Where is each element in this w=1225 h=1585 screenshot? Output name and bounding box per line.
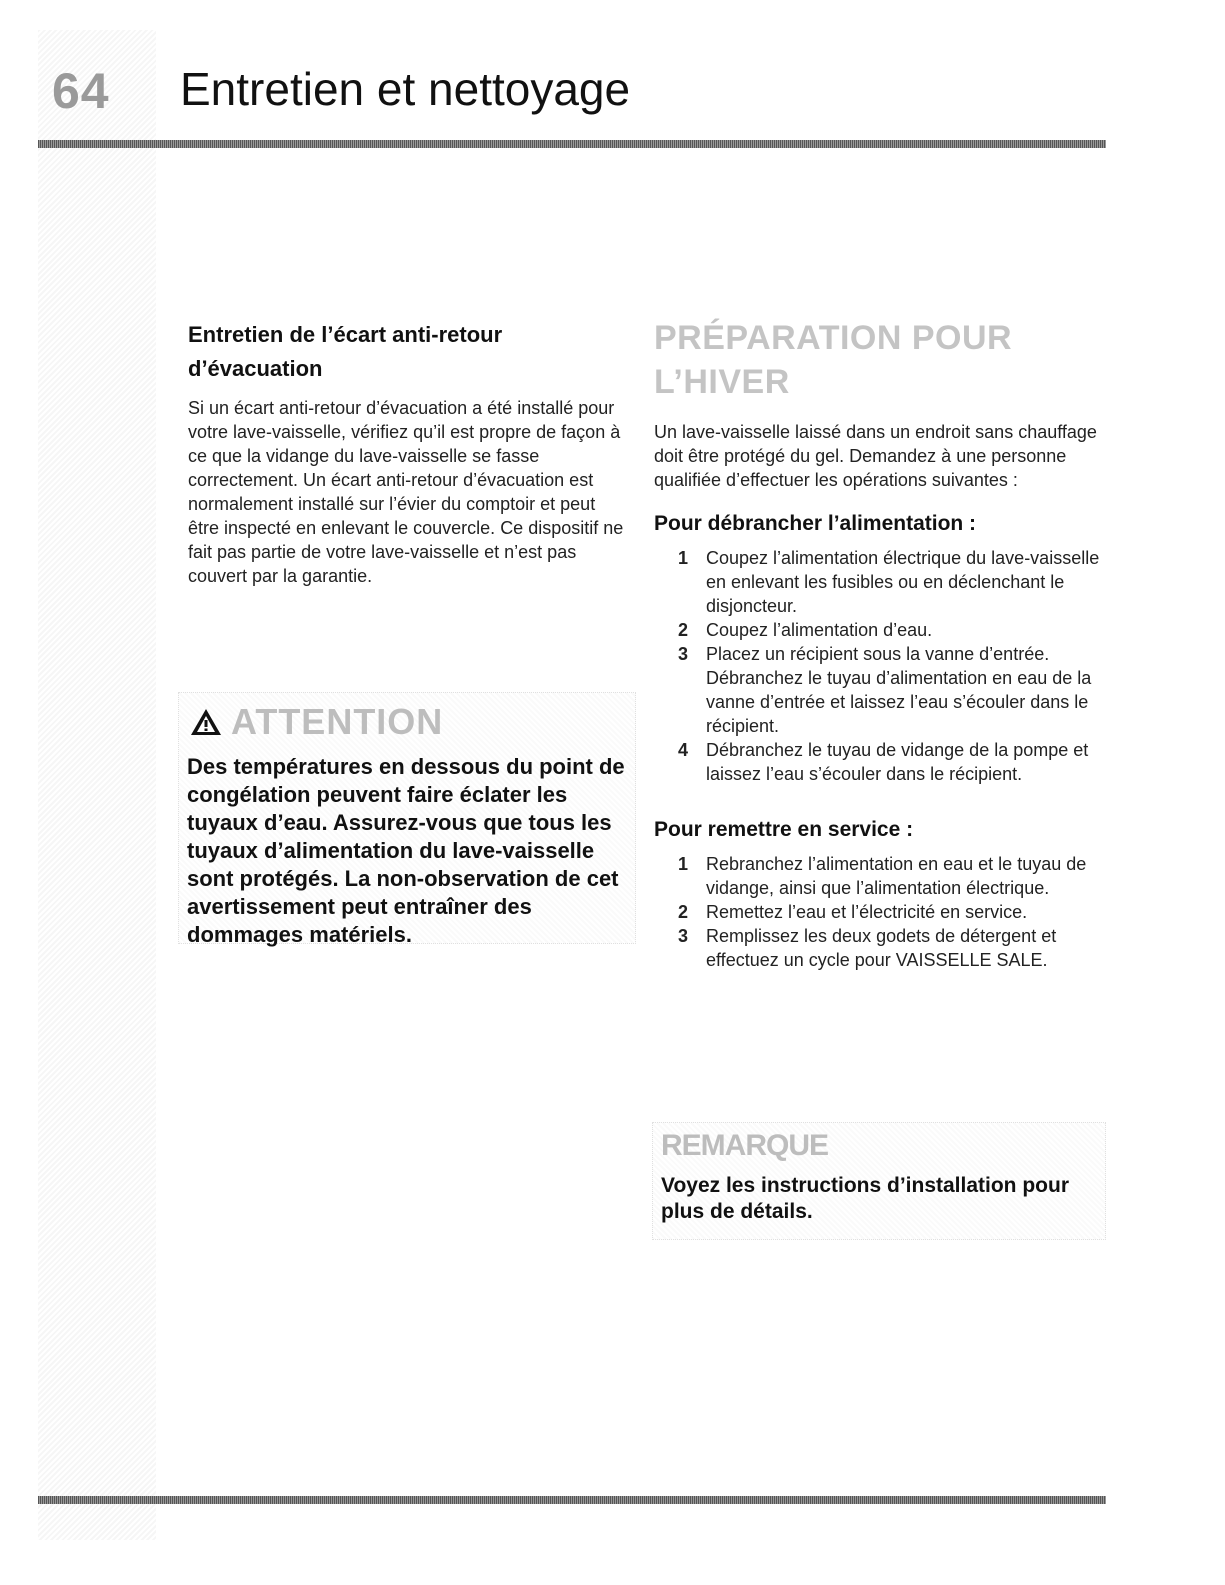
list-item bbox=[678, 546, 1104, 618]
page-title: Entretien et nettoyage bbox=[180, 63, 631, 115]
step-text: Placez un récipient sous la vanne d’entrée. Débranchez le tuyau d’alimentation en eau de la vanne d’entrée et laissez l’eau s’écouler dans le récipient. bbox=[706, 644, 1092, 736]
page-number: 64 bbox=[52, 63, 110, 119]
list-item bbox=[678, 900, 1104, 924]
list-item bbox=[678, 738, 1104, 786]
note-text: Voyez les instructions d’installation pour plus de détails. bbox=[661, 1174, 1070, 1223]
note-box bbox=[652, 1122, 1106, 1240]
list-item bbox=[678, 852, 1104, 900]
step-number: 2 bbox=[678, 620, 689, 640]
step-text: Remettez l’eau et l’électricité en service. bbox=[706, 902, 1028, 922]
step-number: 2 bbox=[678, 902, 689, 922]
warning-triangle-icon bbox=[189, 707, 223, 737]
note-title: REMARQUE bbox=[661, 1129, 829, 1162]
step-number: 3 bbox=[678, 644, 689, 664]
air-gap-heading: Entretien de l’écart anti-retour d’évacuation bbox=[188, 322, 503, 381]
restore-steps bbox=[654, 852, 1104, 972]
disconnect-steps bbox=[654, 546, 1104, 786]
air-gap-paragraph: Si un écart anti-retour d’évacuation a été installé pour votre lave-vaisselle, vérifiez qu’il est propre de façon à ce que la vidange du lave-vaisselle se fasse correctement. Un écart anti-retour d’évacuation est normalement installé sur l’évier du comptoir et peut être inspecté en enlevant le couvercle. Ce dispositif ne fait pas partie de votre lave-vaisselle et n’est pas couvert par la garantie. bbox=[188, 398, 624, 586]
winter-heading: PRÉPARATION POUR L’HIVER bbox=[654, 319, 1013, 401]
step-number: 3 bbox=[678, 926, 689, 946]
right-column bbox=[654, 316, 1104, 972]
warning-text: Des températures en dessous du point de congélation peuvent faire éclater les tuyaux d’eau. Assurez-vous que tous les tuyaux d’alimentation du lave-vaisselle sont protégés. La non-observation de cet avertissement peut entraîner des dommages matériels. bbox=[187, 754, 625, 947]
winter-intro: Un lave-vaisselle laissé dans un endroit sans chauffage doit être protégé du gel. Demandez à une personne qualifiée d’effectuer les opérations suivantes : bbox=[654, 422, 1097, 490]
warning-header bbox=[189, 701, 443, 743]
restore-heading: Pour remettre en service : bbox=[654, 818, 914, 841]
list-item bbox=[678, 642, 1104, 738]
warning-title: ATTENTION bbox=[231, 701, 444, 742]
step-text: Débranchez le tuyau de vidange de la pompe et laissez l’eau s’écouler dans le récipient. bbox=[706, 740, 1089, 784]
list-item bbox=[678, 924, 1104, 972]
step-text: Coupez l’alimentation électrique du lave-vaisselle en enlevant les fusibles ou en déclenchant le disjoncteur. bbox=[706, 548, 1100, 616]
warning-box bbox=[178, 692, 636, 947]
step-text: Remplissez les deux godets de détergent et effectuez un cycle pour VAISSELLE SALE. bbox=[706, 926, 1057, 970]
sidebar-pattern bbox=[38, 30, 156, 1540]
step-number: 1 bbox=[678, 548, 689, 568]
step-number: 1 bbox=[678, 854, 689, 874]
list-item bbox=[678, 618, 1104, 642]
disconnect-heading: Pour débrancher l’alimentation : bbox=[654, 512, 977, 535]
step-text: Coupez l’alimentation d’eau. bbox=[706, 620, 933, 640]
step-number: 4 bbox=[678, 740, 689, 760]
bottom-divider bbox=[38, 1496, 1106, 1504]
top-divider bbox=[38, 140, 1106, 148]
left-column bbox=[188, 318, 628, 588]
step-text: Rebranchez l’alimentation en eau et le tuyau de vidange, ainsi que l’alimentation électrique. bbox=[706, 854, 1087, 898]
